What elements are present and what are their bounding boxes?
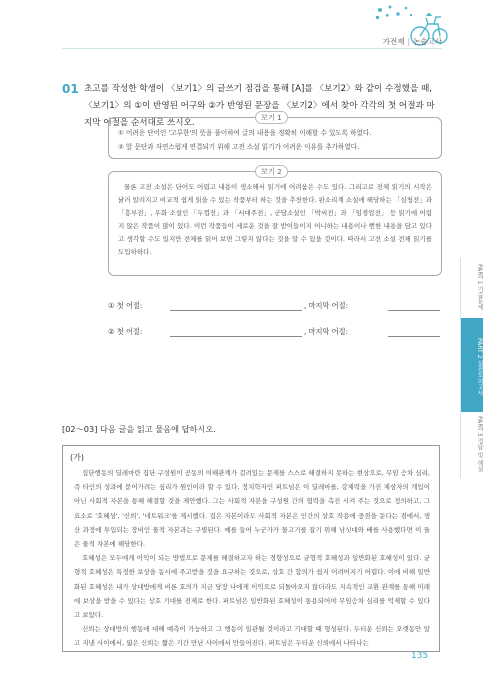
example-box-1-item: ① 어려운 단어인 '고루한'의 뜻을 풀이하여 글의 내용을 정확히 이해할 수 있도록 하였다. xyxy=(118,129,372,137)
example-box-1-label: 보기 1 xyxy=(255,111,288,124)
passage-paragraph: 집단행동의 딜레마란 집단 구성원이 공동의 이해관계가 걸려있는 문제를 스스로 해결하지 못하는 현상으로, 무임 승차 심리, 즉 타인의 성과에 묻어가려는 심리가 원인이라 할 수 있다. 정치학자인 퍼트넘은 이 딜레마를, 강제력을 가진 제삼자의 개입이 아닌 사회적 자본을 통해 해결할 것을 제안했다. 그는 사회적 자본을 구성원 간의 협력을 촉진 시켜 주는 것으로 정의하고, 그 요소로 '호혜성', '신뢰', '네트워크'를 제시했다. 집은 자본이라도 사회적 자본은 인간의 상호 작용에 중점을 둔다는 점에서, 생산 과정에 투입되는 장비인 물적 자본과는 구별된다. 예를 들어 누군가가 물고기를 잡기 위해 낚싯대와 배를 사용했다면 이 둘은 물적 자본에 해당한다. xyxy=(74,469,430,549)
header-divider xyxy=(62,48,442,49)
answer-1-last-word-field[interactable] xyxy=(388,310,440,311)
question-number: 01 xyxy=(62,82,79,96)
answer-2-last-word-field[interactable] xyxy=(388,336,440,337)
header-subject: 논술고사 xyxy=(413,37,442,46)
page-number: 135 xyxy=(411,651,429,661)
page-header xyxy=(383,36,442,47)
answer-2-mid-label: , 마지막 어절: xyxy=(304,327,348,336)
section-title: [02～03] 다음 글을 읽고 물음에 답하시오. xyxy=(62,424,216,434)
example-box-2-text: 물론 고전 소설은 단어도 어렵고 내용이 생소해서 읽기에 어려움은 수도 있다. 그리고로 전체 읽기의 시작은 낡러 알려지고 비교적 쉽게 읽을 수 있는 작품부터 하는 것을 추천한다. 판소리계 소설에 해당하는 「심청전」과 「흥부전」, 우화 소설인 「두껍전」과 「서대주전」, 군담소설인 「박씨전」과 「임경업전」 등 읽기에 어렵지 않은 작품이 많이 있다. 이런 작품들이 세로운 것을 잘 받이들이지 어니하는 내용이나 뻔한 내용을 담고 있다고 생각할 수도 있지만 전체를 읽어 보면 그렇지 않다는 것을 알 수 있을 것이다. 따라서 고전 소설 전체 읽기를 도입하하다. xyxy=(118,183,432,256)
example-box-1-item: ② 앞 문단과 자연스럽게 연결되기 위해 고전 소설 읽기가 어려운 이유를 추가하였다. xyxy=(118,143,360,151)
question-text: 초고를 작성한 학생이 〈보기1〉의 글쓰기 점검을 통해 [A]를 〈보기2〉와 같이 수정했을 때, 〈보기1〉의 ①이 반영된 어구와 ②가 반영된 문장을 〈보기2〉에서 찾아 각각의 첫 어절과 마지막 어절을 순서대로 쓰시오. xyxy=(84,84,435,128)
header-chapter: 가전제 xyxy=(382,37,405,46)
answer-2-first-word-field[interactable] xyxy=(170,336,302,337)
answer-1-label: ① 첫 어절: xyxy=(108,301,143,310)
example-box-2-label: 보기 2 xyxy=(255,165,288,178)
side-tab-part-3[interactable]: PART 3 정답 및 해설 xyxy=(476,415,483,473)
side-tab-part-2[interactable]: PART 2 실전모의고사 xyxy=(461,318,483,412)
passage-paragraph: 호혜성은 모두에게 이익이 되는 방법으로 문제를 해결하고자 하는 경향성으로 균형적 호혜성과 일반화된 호혜성이 있다. 균형적 호혜성은 특정한 보상을 동시에 주고받을 것을 요구하는 것으로, 상호 간 합의가 쉽지 어려어지기 어렵다. 이에 비해 일반화된 호혜성은 내가 상대방에게 비론 호의가 지금 당장 나에게 이익으로 되돌아오지 않더라도 지속적인 교환 관계를 통해 미래에 보상을 받을 수 있다는 상호 기대를 전제로 한다. 퍼트넘은 일반화된 호혜성이 통용되어야 무임승차 심리를 억제할 수 있다고 보았다. xyxy=(74,554,430,620)
answer-1-mid-label: , 마지막 어절: xyxy=(304,301,348,310)
answer-2-label: ② 첫 어절: xyxy=(108,327,143,336)
header-separator: | xyxy=(407,37,411,46)
passage-label: (가) xyxy=(70,453,84,462)
passage-text xyxy=(74,466,430,651)
side-tab-part-1[interactable]: PART 1 기출문제 xyxy=(476,263,483,311)
answer-1-first-word-field[interactable] xyxy=(170,310,302,311)
passage-paragraph: 신뢰는 상대방의 행동에 대해 예측이 가능하고 그 행동이 일관될 것이라고 기대할 때 형성된다. 두터운 신뢰는 오랫동안 알고 지낸 사이에서, 엷은 신뢰는 짧은 기간 만난 사이에서 만들어진다. 퍼트넘은 두터운 신뢰에서 나타나는 xyxy=(74,625,430,648)
